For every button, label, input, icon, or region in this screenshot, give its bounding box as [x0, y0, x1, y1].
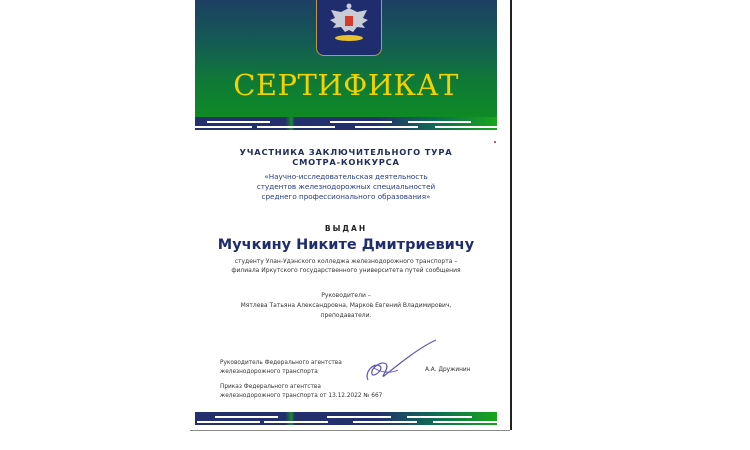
contest-title: [195, 172, 497, 202]
signatory-title-line-2: железнодорожного транспорта: [220, 369, 318, 375]
contest-line-2: студентов железнодорожных специальностей: [256, 182, 436, 191]
contest-line-1: «Научно-исследовательская деятельность: [264, 172, 428, 181]
emblem-icon: [316, 0, 382, 56]
heading-line-1: УЧАСТНИКА ЗАКЛЮЧИТЕЛЬНОГО ТУРА: [239, 147, 453, 157]
certificate-header: [195, 0, 497, 117]
issued-label: ВЫДАН: [324, 224, 368, 233]
supervisors-role: преподаватели.: [320, 312, 372, 319]
recipient-desc-line-1: студенту Улан-Удэнского колледжа железнодорожного транспорта –: [234, 258, 458, 265]
certificate-page: [190, 0, 510, 431]
recipient-name: Мучкину Никите Дмитриевичу: [217, 237, 475, 253]
recipient-desc-line-2: филиала Иркутского государственного университета путей сообщения: [231, 267, 461, 274]
scan-artifact: [494, 141, 496, 143]
order-line-2: железнодорожного транспорта от 13.12.2022 № 667: [220, 393, 383, 399]
signatory-title: [220, 359, 342, 377]
signatory-title-line-1: Руководитель Федерального агентства: [220, 360, 342, 366]
heading-line-2: СМОТРА-КОНКУРСА: [292, 157, 400, 167]
contest-line-3: среднего профессионального образования»: [261, 192, 431, 201]
order-reference: [220, 383, 382, 401]
supervisors-label: Руководители –: [321, 292, 371, 299]
order-line-1: Приказ Федерального агентства: [220, 384, 321, 390]
supervisors: [195, 291, 497, 321]
certificate-title: СЕРТИФИКАТ: [233, 68, 459, 102]
decorative-stripe-top: [195, 117, 497, 130]
participant-heading: [195, 147, 497, 167]
recipient-description: [195, 257, 497, 275]
supervisors-names: Мятлева Татьяна Александровна, Марков Евгений Владимирович,: [240, 302, 452, 309]
page-edge-line: [510, 0, 512, 430]
signatory-name: А.А. Дружинин: [425, 367, 471, 373]
decorative-stripe-bottom: [195, 412, 497, 425]
